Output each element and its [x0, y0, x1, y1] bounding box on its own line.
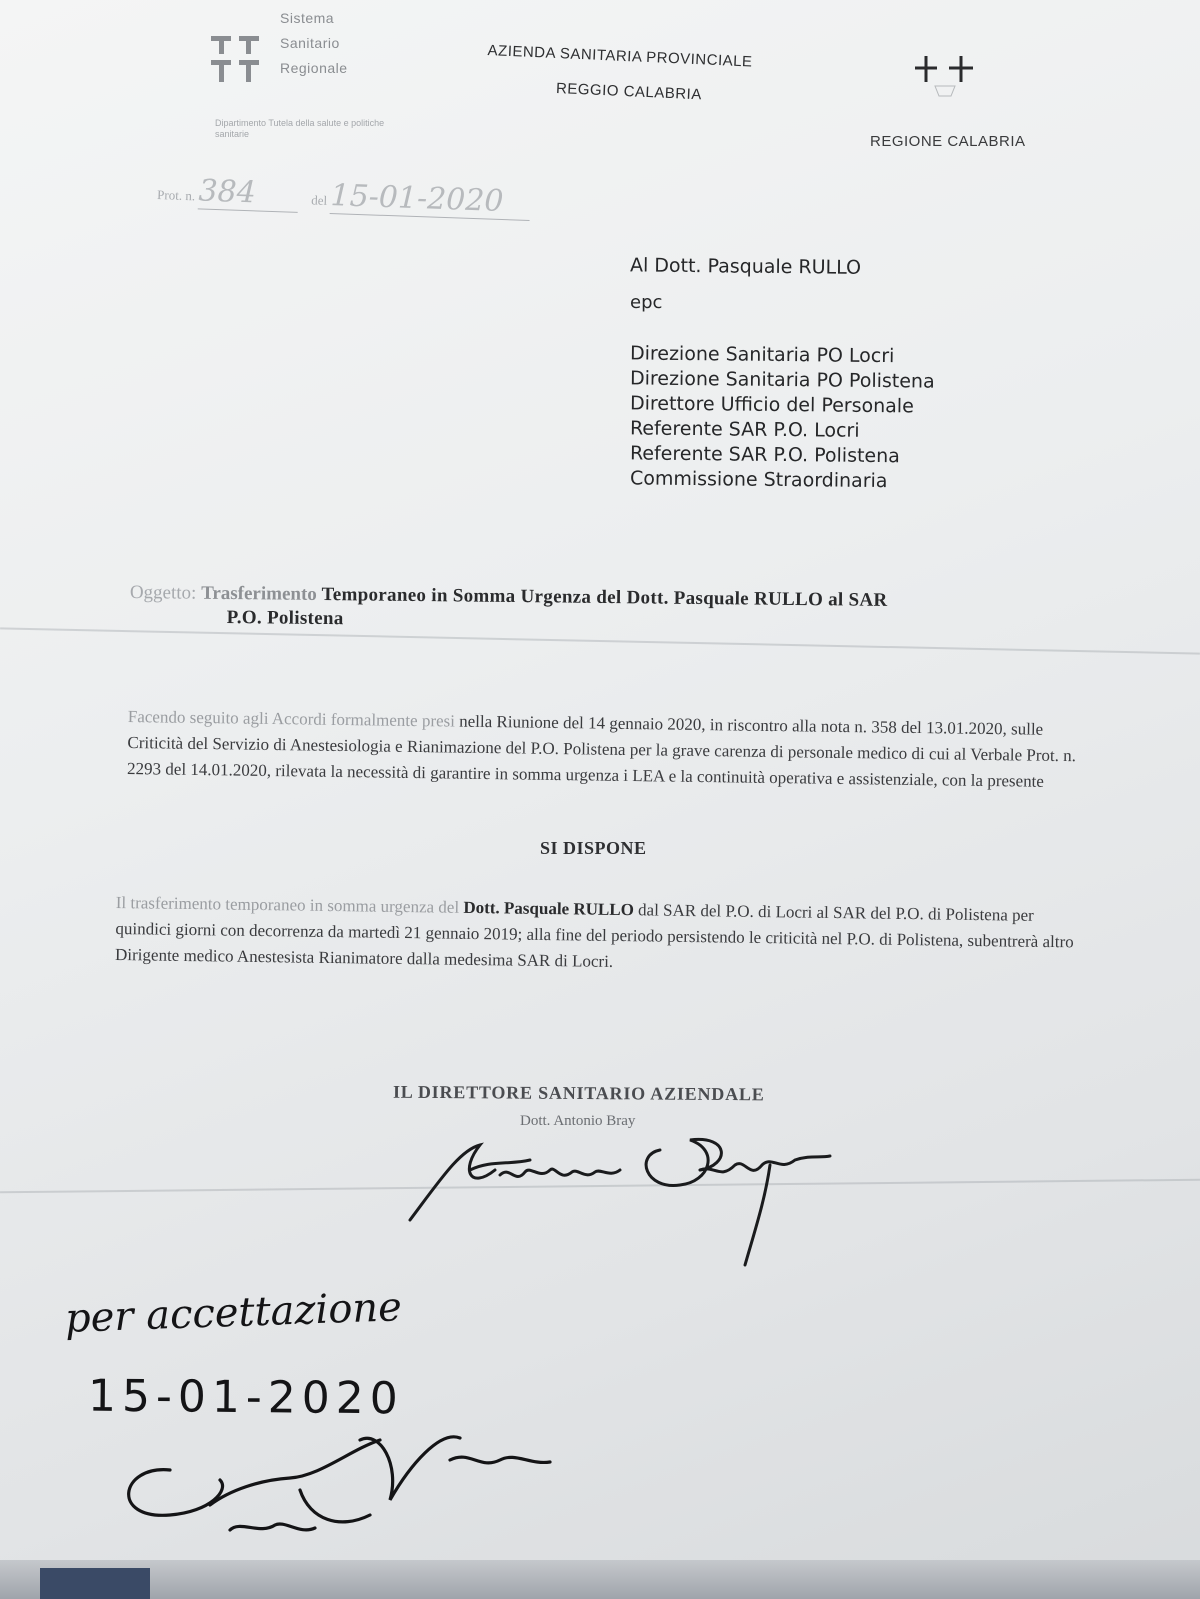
prot-label: Prot. n.	[156, 186, 196, 204]
cc-item: Referente SAR P.O. Locri	[629, 417, 860, 442]
cc-item: Direzione Sanitaria PO Polistena	[629, 367, 935, 393]
regione-label: REGIONE CALABRIA	[870, 133, 1026, 150]
dispone-heading: SI DISPONE	[540, 838, 647, 858]
acceptance-note: per accettazione	[64, 1284, 403, 1342]
cc-list	[630, 343, 935, 493]
body-fade-text: Facendo seguito agli Accordi formalmente presi	[127, 706, 456, 731]
recipient-main: Al Dott. Pasquale RULLO	[629, 254, 862, 279]
cc-item: Direzione Sanitaria PO Locri	[629, 342, 895, 368]
cc-item: Referente SAR P.O. Polistena	[629, 442, 900, 468]
del-label: del	[311, 192, 328, 208]
ssr-logo-text	[280, 6, 348, 81]
regione-crest-icon	[905, 40, 985, 100]
azienda-name: AZIENDA SANITARIA PROVINCIALE	[487, 42, 753, 71]
signature-title: IL DIRETTORE SANITARIO AZIENDALE	[392, 1081, 765, 1105]
body-fade-text: Il trasferimento temporaneo in somma urgenza del	[115, 892, 460, 917]
protocol-line	[157, 172, 531, 221]
director-signature	[400, 1110, 850, 1280]
background-object	[40, 1568, 150, 1599]
subject-text-1: Temporaneo in Somma Urgenza del Dott. Pasquale RULLO al SAR	[321, 584, 888, 611]
azienda-city: REGGIO CALABRIA	[555, 80, 703, 104]
signature-name: Dott. Antonio Bray	[520, 1113, 636, 1129]
prot-number: 384	[197, 173, 257, 211]
page-edge	[0, 1560, 1200, 1599]
body-paragraph-1	[127, 704, 1088, 795]
recipient-signature	[60, 1290, 620, 1580]
cc-item: Direttore Ufficio del Personale	[629, 392, 914, 418]
acceptance-date: 15-01-2020	[87, 1370, 404, 1425]
subject-line	[130, 582, 1060, 638]
recipients-block	[630, 256, 935, 493]
ssr-logo-icon	[205, 30, 265, 90]
logo-line: Regionale	[280, 60, 348, 76]
body-text: nella Riunione del 14 gennaio 2020, in riscontro alla nota n. 358 del 13.01.2020, sulle Criticità del Servizio di Anestesiologia e Rianimazione del P.O. Polistena per la grave carenza di personale medico di cui al Verbale Prot. n. 2293 del 14.01.2020, rilevata la necessità di garantire in somma urgenza i LEA e la continuità operativa e assistenziale, con la presente	[126, 711, 1077, 791]
prot-date: 15-01-2020	[329, 178, 505, 220]
subject-text-2: P.O. Polistena	[226, 607, 344, 630]
logo-subtitle: Dipartimento Tutela della salute e politiche sanitarie	[215, 118, 385, 139]
cc-item: Commissione Straordinaria	[629, 467, 888, 493]
body-paragraph-2	[115, 890, 1076, 981]
logo-line: Sistema	[280, 10, 335, 26]
body-name: Dott. Pasquale RULLO	[463, 897, 635, 920]
subject-lead: Trasferimento	[201, 582, 317, 605]
subject-label: Oggetto:	[129, 582, 197, 604]
body-text: dal SAR del P.O. di Locri al SAR del P.O. di Polistena per quindici giorni con decorrenza da martedì 21 gennaio 2019; alla fine del periodo persistendo le criticità nel P.O. di Polistena, subentrerà altro Dirigente medico Anestesista Rianimatore dalla medesima SAR di Locri.	[114, 900, 1074, 971]
logo-line: Sanitario	[280, 35, 340, 51]
letterhead-title	[486, 42, 753, 106]
epc-label: epc	[630, 292, 663, 313]
